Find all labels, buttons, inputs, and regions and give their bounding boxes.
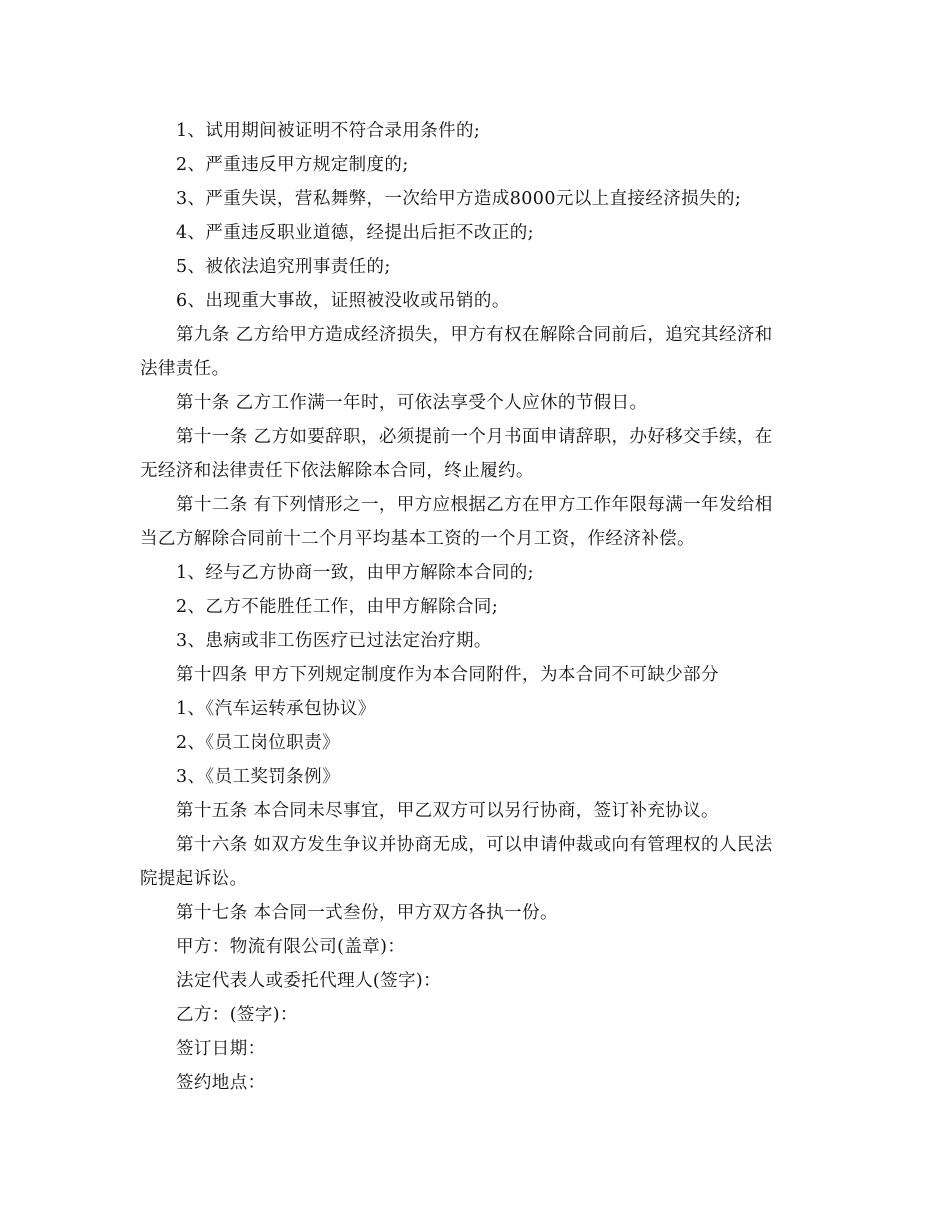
signature-party-b — [140, 998, 812, 1032]
article-text: 第九条 乙方给甲方造成经济损失，甲方有权在解除合同前后，追究其经济和 — [176, 325, 773, 345]
attachment-item — [140, 726, 812, 760]
signature-representative — [140, 964, 812, 998]
clause-text: 4、严重违反职业道德，经提出后拒不改正的; — [176, 223, 534, 243]
article-text: 当乙方解除合同前十二个月平均基本工资的一个月工资，作经济补偿。 — [140, 529, 695, 549]
article-15 — [140, 794, 812, 828]
article-text: 第十五条 本合同未尽事宜，甲乙双方可以另行协商，签订补充协议。 — [176, 801, 719, 821]
signing-date — [140, 1032, 812, 1066]
clause-item — [140, 250, 812, 284]
clause-text: 5、被依法追究刑事责任的; — [176, 257, 391, 277]
clause-text: 2、乙方不能胜任工作，由甲方解除合同; — [176, 597, 499, 617]
attachment-item — [140, 760, 812, 794]
article-9-line-1 — [140, 318, 812, 352]
attachment-text: 1、《汽车运转承包协议》 — [176, 699, 376, 719]
signature-text: 签订日期： — [176, 1039, 266, 1059]
article-text: 第十四条 甲方下列规定制度作为本合同附件，为本合同不可缺少部分 — [176, 665, 719, 685]
clause-text: 1、试用期间被证明不符合录用条件的; — [176, 121, 481, 141]
article-text: 第十二条 有下列情形之一，甲方应根据乙方在甲方工作年限每满一年发给相 — [176, 495, 773, 515]
article-text: 院提起诉讼。 — [140, 869, 248, 889]
article-text: 第十七条 本合同一式叁份，甲方双方各执一份。 — [176, 903, 558, 923]
article-text: 无经济和法律责任下依法解除本合同，终止履约。 — [140, 461, 534, 481]
signature-text: 签约地点： — [176, 1073, 266, 1093]
signing-location — [140, 1066, 812, 1100]
document-page — [140, 114, 812, 1100]
article-text: 法律责任。 — [140, 359, 230, 379]
article-14 — [140, 658, 812, 692]
article-16-line-2 — [140, 862, 812, 896]
article-text: 第十六条 如双方发生争议并协商无成，可以申请仲裁或向有管理权的人民法 — [176, 835, 773, 855]
clause-text: 3、患病或非工伤医疗已过法定治疗期。 — [176, 631, 492, 651]
article-text: 第十一条 乙方如要辞职，必须提前一个月书面申请辞职，办好移交手续，在 — [176, 427, 773, 447]
clause-item — [140, 216, 812, 250]
clause-text: 2、严重违反甲方规定制度的; — [176, 155, 409, 175]
attachment-item — [140, 692, 812, 726]
attachment-text: 3、《员工奖罚条例》 — [176, 767, 340, 787]
article-11-line-1 — [140, 420, 812, 454]
article-10 — [140, 386, 812, 420]
article-9-line-2 — [140, 352, 812, 386]
attachment-text: 2、《员工岗位职责》 — [176, 733, 340, 753]
article-12-line-2 — [140, 522, 812, 556]
signature-text: 甲方：物流有限公司(盖章)： — [176, 937, 406, 957]
clause-text: 1、经与乙方协商一致，由甲方解除本合同的; — [176, 563, 534, 583]
article-text: 第十条 乙方工作满一年时，可依法享受个人应休的节假日。 — [176, 393, 648, 413]
signature-text: 法定代表人或委托代理人(签字)： — [176, 971, 442, 991]
clause-item — [140, 624, 812, 658]
clause-text: 6、出现重大事故，证照被没收或吊销的。 — [176, 291, 510, 311]
clause-text: 3、严重失误，营私舞弊，一次给甲方造成8000元以上直接经济损失的; — [176, 189, 742, 209]
article-17 — [140, 896, 812, 930]
clause-item — [140, 556, 812, 590]
clause-item — [140, 284, 812, 318]
article-12-line-1 — [140, 488, 812, 522]
signature-text: 乙方：(签字)： — [176, 1005, 298, 1025]
clause-item — [140, 590, 812, 624]
article-11-line-2 — [140, 454, 812, 488]
clause-item — [140, 182, 812, 216]
article-16-line-1 — [140, 828, 812, 862]
clause-item — [140, 148, 812, 182]
clause-item — [140, 114, 812, 148]
signature-party-a — [140, 930, 812, 964]
